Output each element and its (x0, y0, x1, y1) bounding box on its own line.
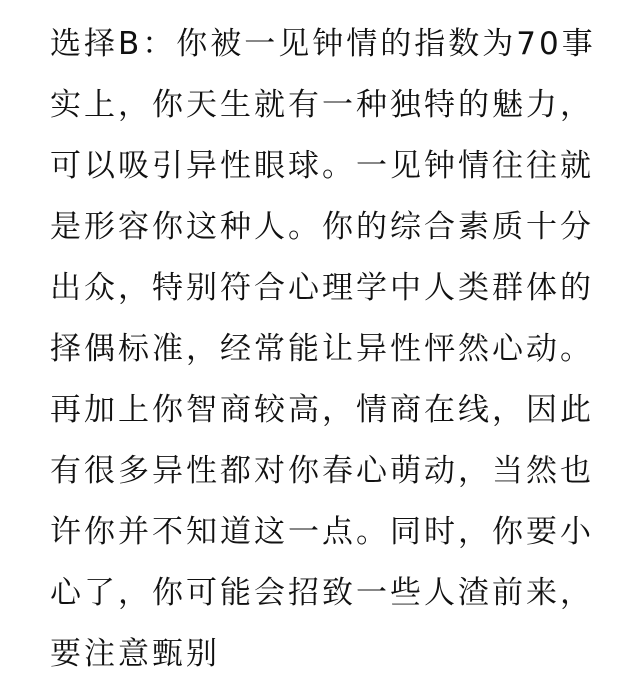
text-line-4: 是形容你这种人。你的综合素质十分 (50, 209, 594, 245)
text-line-2: 实上，你天生就有一种独特的魅力， (50, 87, 594, 123)
text-line-3: 可以吸引异性眼球。一见钟情往往就 (50, 148, 594, 184)
text-line-11-partial: 要注意甄别 (50, 636, 220, 672)
text-line-6: 择偶标准，经常能让异性怦然心动。 (50, 331, 594, 367)
body-text (50, 14, 610, 672)
text-line-10: 心了，你可能会招致一些人渣前来， (50, 575, 594, 611)
text-line-7: 再加上你智商较高，情商在线，因此 (50, 392, 594, 428)
text-line-9: 许你并不知道这一点。同时，你要小 (50, 514, 594, 550)
text-line-1: 选择B：你被一见钟情的指数为70事 (50, 26, 596, 62)
text-line-8: 有很多异性都对你春心萌动，当然也 (50, 453, 594, 489)
text-line-5: 出众，特别符合心理学中人类群体的 (50, 270, 594, 306)
